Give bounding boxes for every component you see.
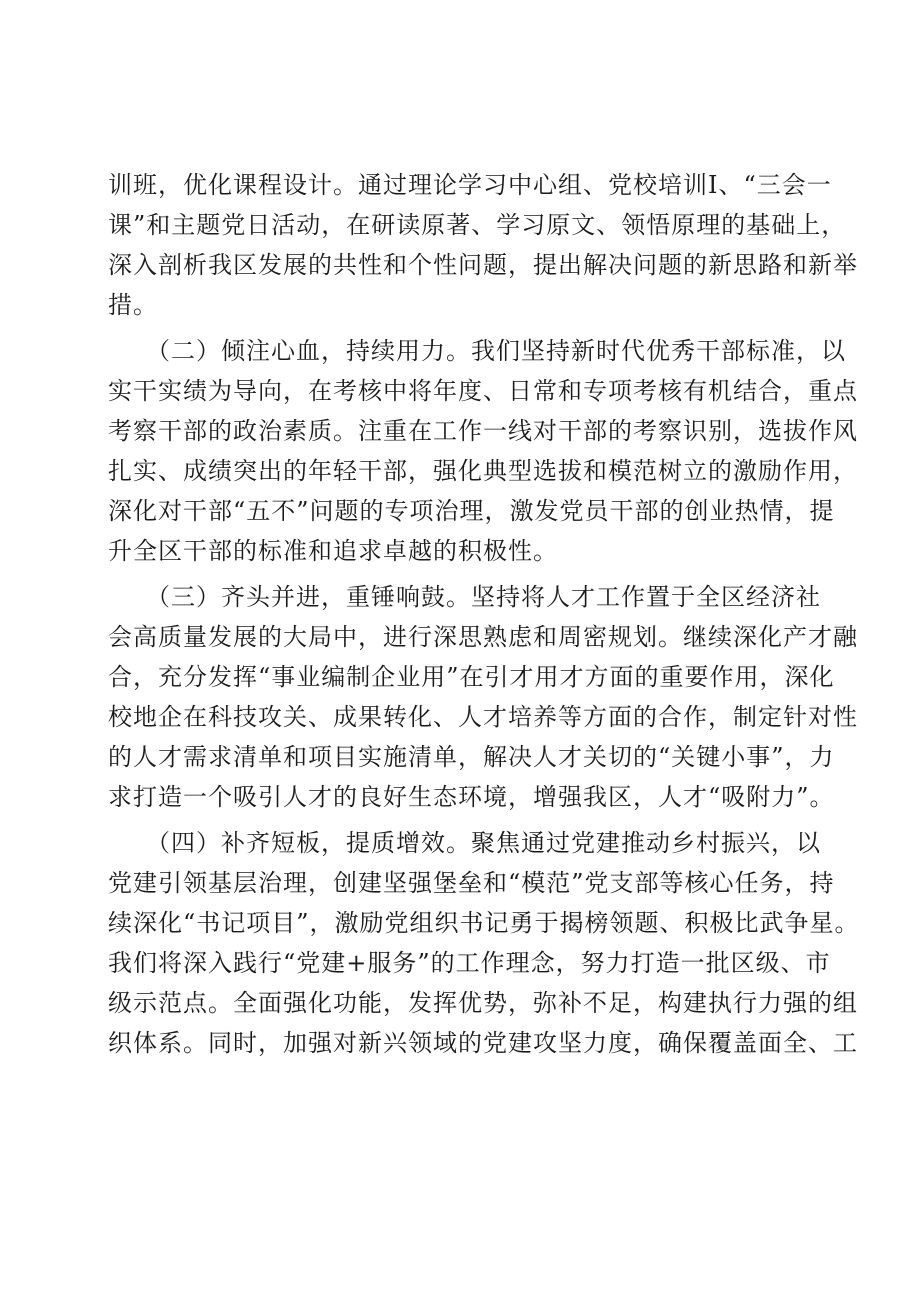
text-line: 织体系。同时，加强对新兴领域的党建攻坚力度，确保覆盖面全、工: [108, 1029, 858, 1057]
paragraph-3: [108, 577, 858, 817]
text-line: 深入剖析我区发展的共性和个性问题，提出解决问题的新思路和新举: [108, 251, 858, 279]
paragraph-4: [108, 823, 860, 1063]
text-line: （三）齐头并进，重锤响鼓。坚持将人才工作置于全区经济社: [108, 583, 821, 611]
text-line: 求打造一个吸引人才的良好生态环境，增强我区，人才“吸附力”。: [108, 783, 835, 811]
text-line: 扎实、成绩突出的年轻干部，强化典型选拔和模范树立的激励作用，: [108, 457, 858, 485]
text-line: 升全区干部的标准和追求卓越的积极性。: [108, 537, 558, 565]
text-line: 校地企在科技攻关、成果转化、人才培养等方面的合作，制定针对性: [108, 703, 858, 731]
text-line: 深化对干部“五不”问题的专项治理，激发党员干部的创业热情，提: [108, 497, 835, 525]
text-line: 课”和主题党日活动，在研读原著、学习原文、领悟原理的基础上，: [108, 211, 847, 239]
text-line: 级示范点。全面强化功能，发挥优势，弥补不足，构建执行力强的组: [108, 989, 858, 1017]
text-line: 措。: [108, 291, 158, 319]
paragraph-1: [108, 165, 858, 325]
document-body: [108, 165, 860, 1063]
text-line: 会高质量发展的大局中，进行深思熟虑和周密规划。继续深化产才融: [108, 623, 858, 651]
text-line: 考察干部的政治素质。注重在工作一线对干部的考察识别，选拔作风: [108, 417, 858, 445]
text-line: 实干实绩为导向，在考核中将年度、日常和专项考核有机结合，重点: [108, 377, 858, 405]
text-line: 党建引领基层治理，创建坚强堡垒和“模范”党支部等核心任务，持: [108, 869, 835, 897]
text-line: （二）倾注心血，持续用力。我们坚持新时代优秀干部标准，以: [108, 337, 846, 365]
text-line: 合，充分发挥“事业编制企业用”在引才用才方面的重要作用，深化: [108, 663, 835, 691]
text-line: 我们将深入践行“党建+服务”的工作理念，努力打造一批区级、市: [108, 949, 831, 977]
text-line: 训班，优化课程设计。通过理论学习中心组、党校培训Ⅰ、“三会一: [108, 171, 832, 199]
text-line: 续深化“书记项目”，激励党组织书记勇于揭榜领题、积极比武争星。: [108, 909, 860, 937]
text-line: 的人才需求清单和项目实施清单，解决人才关切的“关键小事”，力: [108, 743, 835, 771]
text-line: （四）补齐短板，提质增效。聚焦通过党建推动乡村振兴，以: [108, 829, 821, 857]
paragraph-2: [108, 331, 858, 571]
